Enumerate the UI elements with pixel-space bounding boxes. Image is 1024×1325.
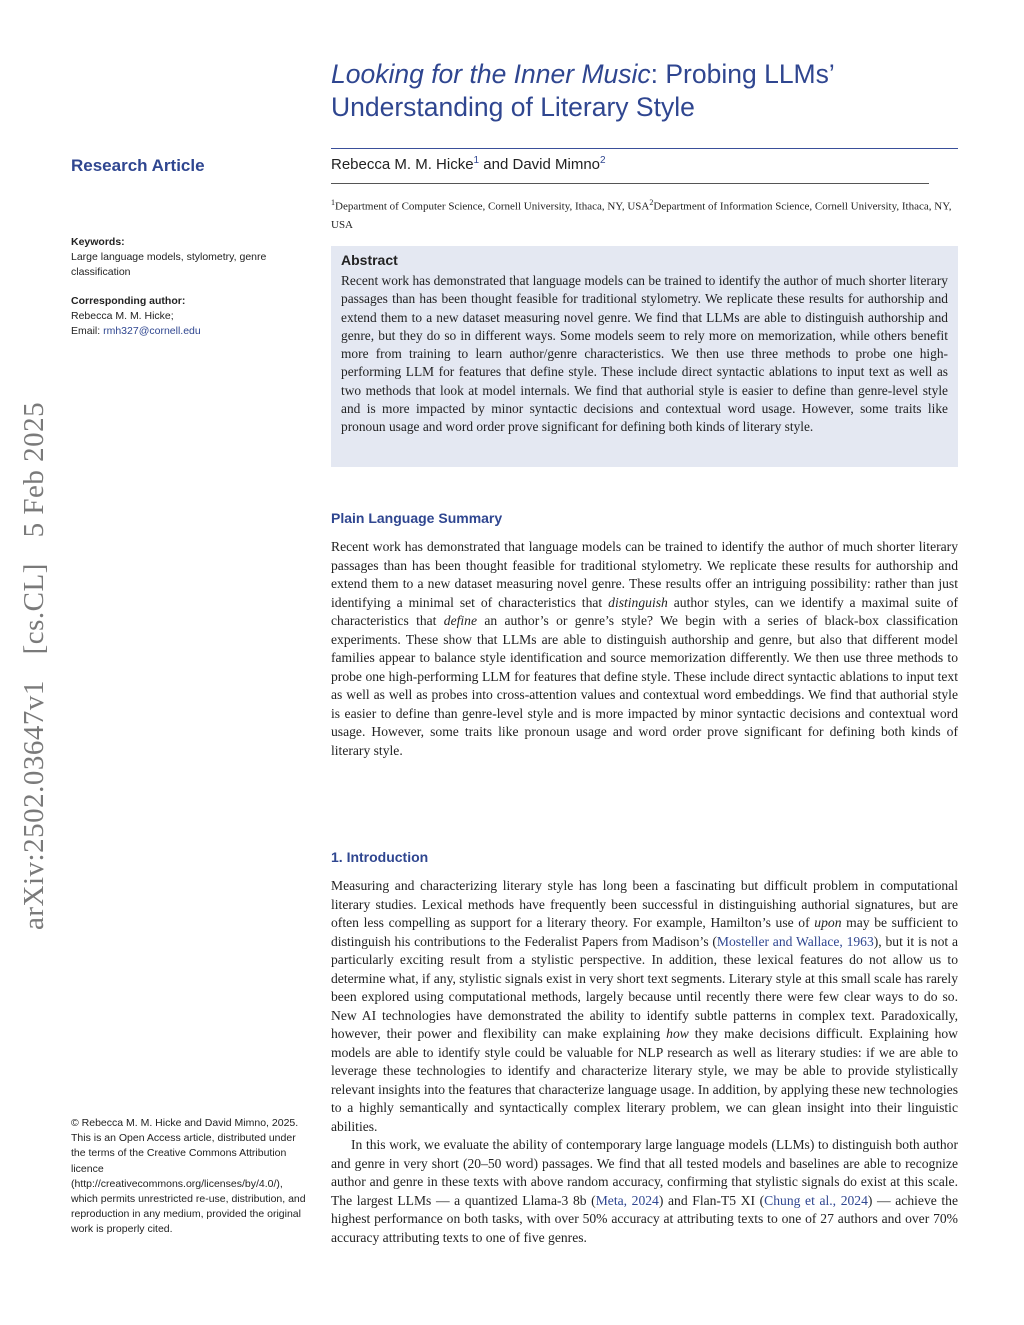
corresponding-block bbox=[71, 294, 296, 339]
corresponding-label: Corresponding author: bbox=[71, 295, 186, 307]
keywords-label: Keywords: bbox=[71, 236, 125, 248]
intro-paragraph-1 bbox=[331, 877, 958, 1136]
intro-part: In this work, we evaluate the ability of contemporary large language models (LLMs) to distinguish both author and genre in very short (20–50 word) passages. We find that all tested models and baselines are able to recognize author and genre in these texts with above random accuracy, confirming that stylistic signals do exist at this scale. The largest LLMs — a quantized Llama-3 8b ( bbox=[331, 1137, 958, 1208]
introduction-text bbox=[331, 877, 958, 1247]
intro-part: ) and Flan-T5 XI ( bbox=[658, 1192, 765, 1208]
author-2-sup[interactable]: 2 bbox=[600, 155, 606, 166]
author-line bbox=[331, 155, 606, 173]
paper-title bbox=[331, 58, 971, 124]
arxiv-stamp bbox=[18, 370, 58, 930]
keywords-block bbox=[71, 235, 296, 280]
email-label: Email: bbox=[71, 325, 104, 337]
affil-1-sup: 1 bbox=[331, 198, 335, 207]
affil-2-sup: 2 bbox=[649, 198, 654, 207]
abstract-text: Recent work has demonstrated that language models can be trained to identify the author of much shorter literary passages than has been thought feasible for traditional stylometry. We replicate these results for authorship and extend them to a new dataset measuring novel genre. We find that LLMs are able to distinguish authorship and genre, but they do so in different ways. Some models seem to rely more on memorization, while others benefit more from training to learn author/genre characteristics. We then use three methods to probe one high-performing LLM for features that define style. These include direct syntactic ablations to input text as well as two methods that look at model internals. We find that authorial style is easier to define than genre-level style and is more impacted by minor syntactic decisions and contextual word usage. However, some traits like pronoun usage and word order prove significant for defining both kinds of literary style. bbox=[341, 273, 948, 435]
author-conj: and bbox=[479, 156, 513, 173]
arxiv-date: 5 Feb 2025 bbox=[18, 401, 50, 538]
title-italic: Looking for the Inner Music bbox=[331, 59, 651, 89]
intro-part: Measuring and characterizing literary style has long been a fascinating but difficult problem in computational literary studies. Lexical methods have frequently been successful in distinguishing authorial signatures, but are often less compelling as support for a literary theory. For example, Hamilton’s use of bbox=[331, 878, 958, 930]
arxiv-category: [cs.CL] bbox=[18, 563, 50, 655]
email-link[interactable]: rmh327@cornell.edu bbox=[103, 325, 201, 337]
intro-emphasis: how bbox=[666, 1026, 689, 1041]
license-note: © Rebecca M. M. Hicke and David Mimno, 2025. This is an Open Access article, distributed under the terms of the Creative Commons Attribution licence (http://creativecommons.org/licenses/by/4.0/), which permits unrestricted re-use, distribution, and reproduction in any medium, provided the original work is properly cited. bbox=[71, 1117, 306, 1236]
affil-2: Department of Information Science, Cornell University, Ithaca, NY, USA bbox=[331, 200, 952, 231]
plain-summary-part: an author’s or genre’s style? We begin with a series of black-box classification experiments. These show that LLMs are able to distinguish authorship and genre, but also that different model families appear to balance style identification and source memorization differently. We then use three methods to probe one high-performing LLM for features that define style. These include direct syntactic ablations to input text as well as well as probes into cross-attention values and contextual word embeddings. We find that authorial style is easier to define than genre-level style and is more impacted by minor syntactic decisions and contextual word usage. However, some traits like pronoun usage and word order prove significant for defining both kinds of literary style. bbox=[331, 613, 959, 758]
intro-part: ), but it is not a particularly exciting result from a stylistic perspective. In addition, these lexical features do not allow us to determine what, if any, stylistic signals exist in very short text segments. Literary style at this small scale has rarely been explored using computational methods, largely because until recently there were few clear ways to do so. New AI technologies have demonstrated the ability to identify subtle patterns in complex text. Paradoxically, however, their power and flexibility can make explaining bbox=[331, 933, 958, 1041]
intro-paragraph-2 bbox=[331, 1136, 958, 1247]
author-rule bbox=[331, 183, 929, 184]
plain-summary-text bbox=[331, 538, 958, 760]
author-2: David Mimno bbox=[512, 156, 601, 173]
abstract-box bbox=[331, 246, 958, 467]
intro-part: may be sufficient to distinguish his contributions to the Federalist Papers from Madison’s ( bbox=[331, 915, 958, 949]
author-1-sup[interactable]: 1 bbox=[473, 155, 480, 166]
introduction-heading: 1. Introduction bbox=[331, 849, 429, 865]
plain-summary-emphasis: distinguish bbox=[608, 594, 668, 610]
intro-emphasis: upon bbox=[814, 915, 842, 930]
plain-summary-heading: Plain Language Summary bbox=[331, 510, 503, 526]
abstract-heading: Abstract bbox=[341, 252, 398, 268]
author-1: Rebecca M. M. Hicke bbox=[331, 156, 474, 173]
affiliations bbox=[331, 194, 961, 234]
citation-link[interactable]: Mosteller and Wallace, 1963 bbox=[716, 933, 874, 949]
plain-summary-part: author styles, can we identify a maximal suite of characteristics that bbox=[331, 594, 958, 628]
intro-part: they make decisions difficult. Explaining how models are able to identify style could be valuable for NLP research as well as literary studies: if we are able to leverage these technologies to identify and characterize literary style, we may be able to provide stylistically relevant insights into the features that characterize language usage. In addition, by applying these new technologies to a highly semantically and syntactically complex literary problem, we can glean insight into their linguistic abilities. bbox=[331, 1026, 959, 1134]
arxiv-id: arXiv:2502.03647v1 bbox=[18, 680, 50, 930]
plain-summary-emphasis: define bbox=[443, 613, 478, 628]
keywords-text: Large language models, stylometry, genre classification bbox=[71, 251, 267, 278]
article-type: Research Article bbox=[71, 156, 205, 175]
plain-summary-part: Recent work has demonstrated that language models can be trained to identify the author of much shorter literary passages than has been thought feasible for traditional stylometry. We replicate these results for authorship and extend them to a new dataset measuring novel genre. These results offer an intriguing possibility: rather than just identifying a minimal set of characteristics that bbox=[331, 539, 958, 610]
affil-1: Department of Computer Science, Cornell University, Ithaca, NY, USA bbox=[335, 200, 650, 213]
intro-part: ) — achieve the highest performance on both tasks, with over 50% accuracy at attributing texts to one of 27 authors and over 70% accuracy attributing texts to one of five genres. bbox=[331, 1192, 959, 1245]
citation-link[interactable]: Chung et al., 2024 bbox=[764, 1192, 868, 1208]
title-rule bbox=[331, 148, 958, 149]
citation-link[interactable]: Meta, 2024 bbox=[595, 1192, 659, 1208]
title-rest: : Probing LLMs’ Understanding of Literary Style bbox=[331, 59, 834, 122]
corresponding-name: Rebecca M. M. Hicke; bbox=[71, 310, 174, 322]
